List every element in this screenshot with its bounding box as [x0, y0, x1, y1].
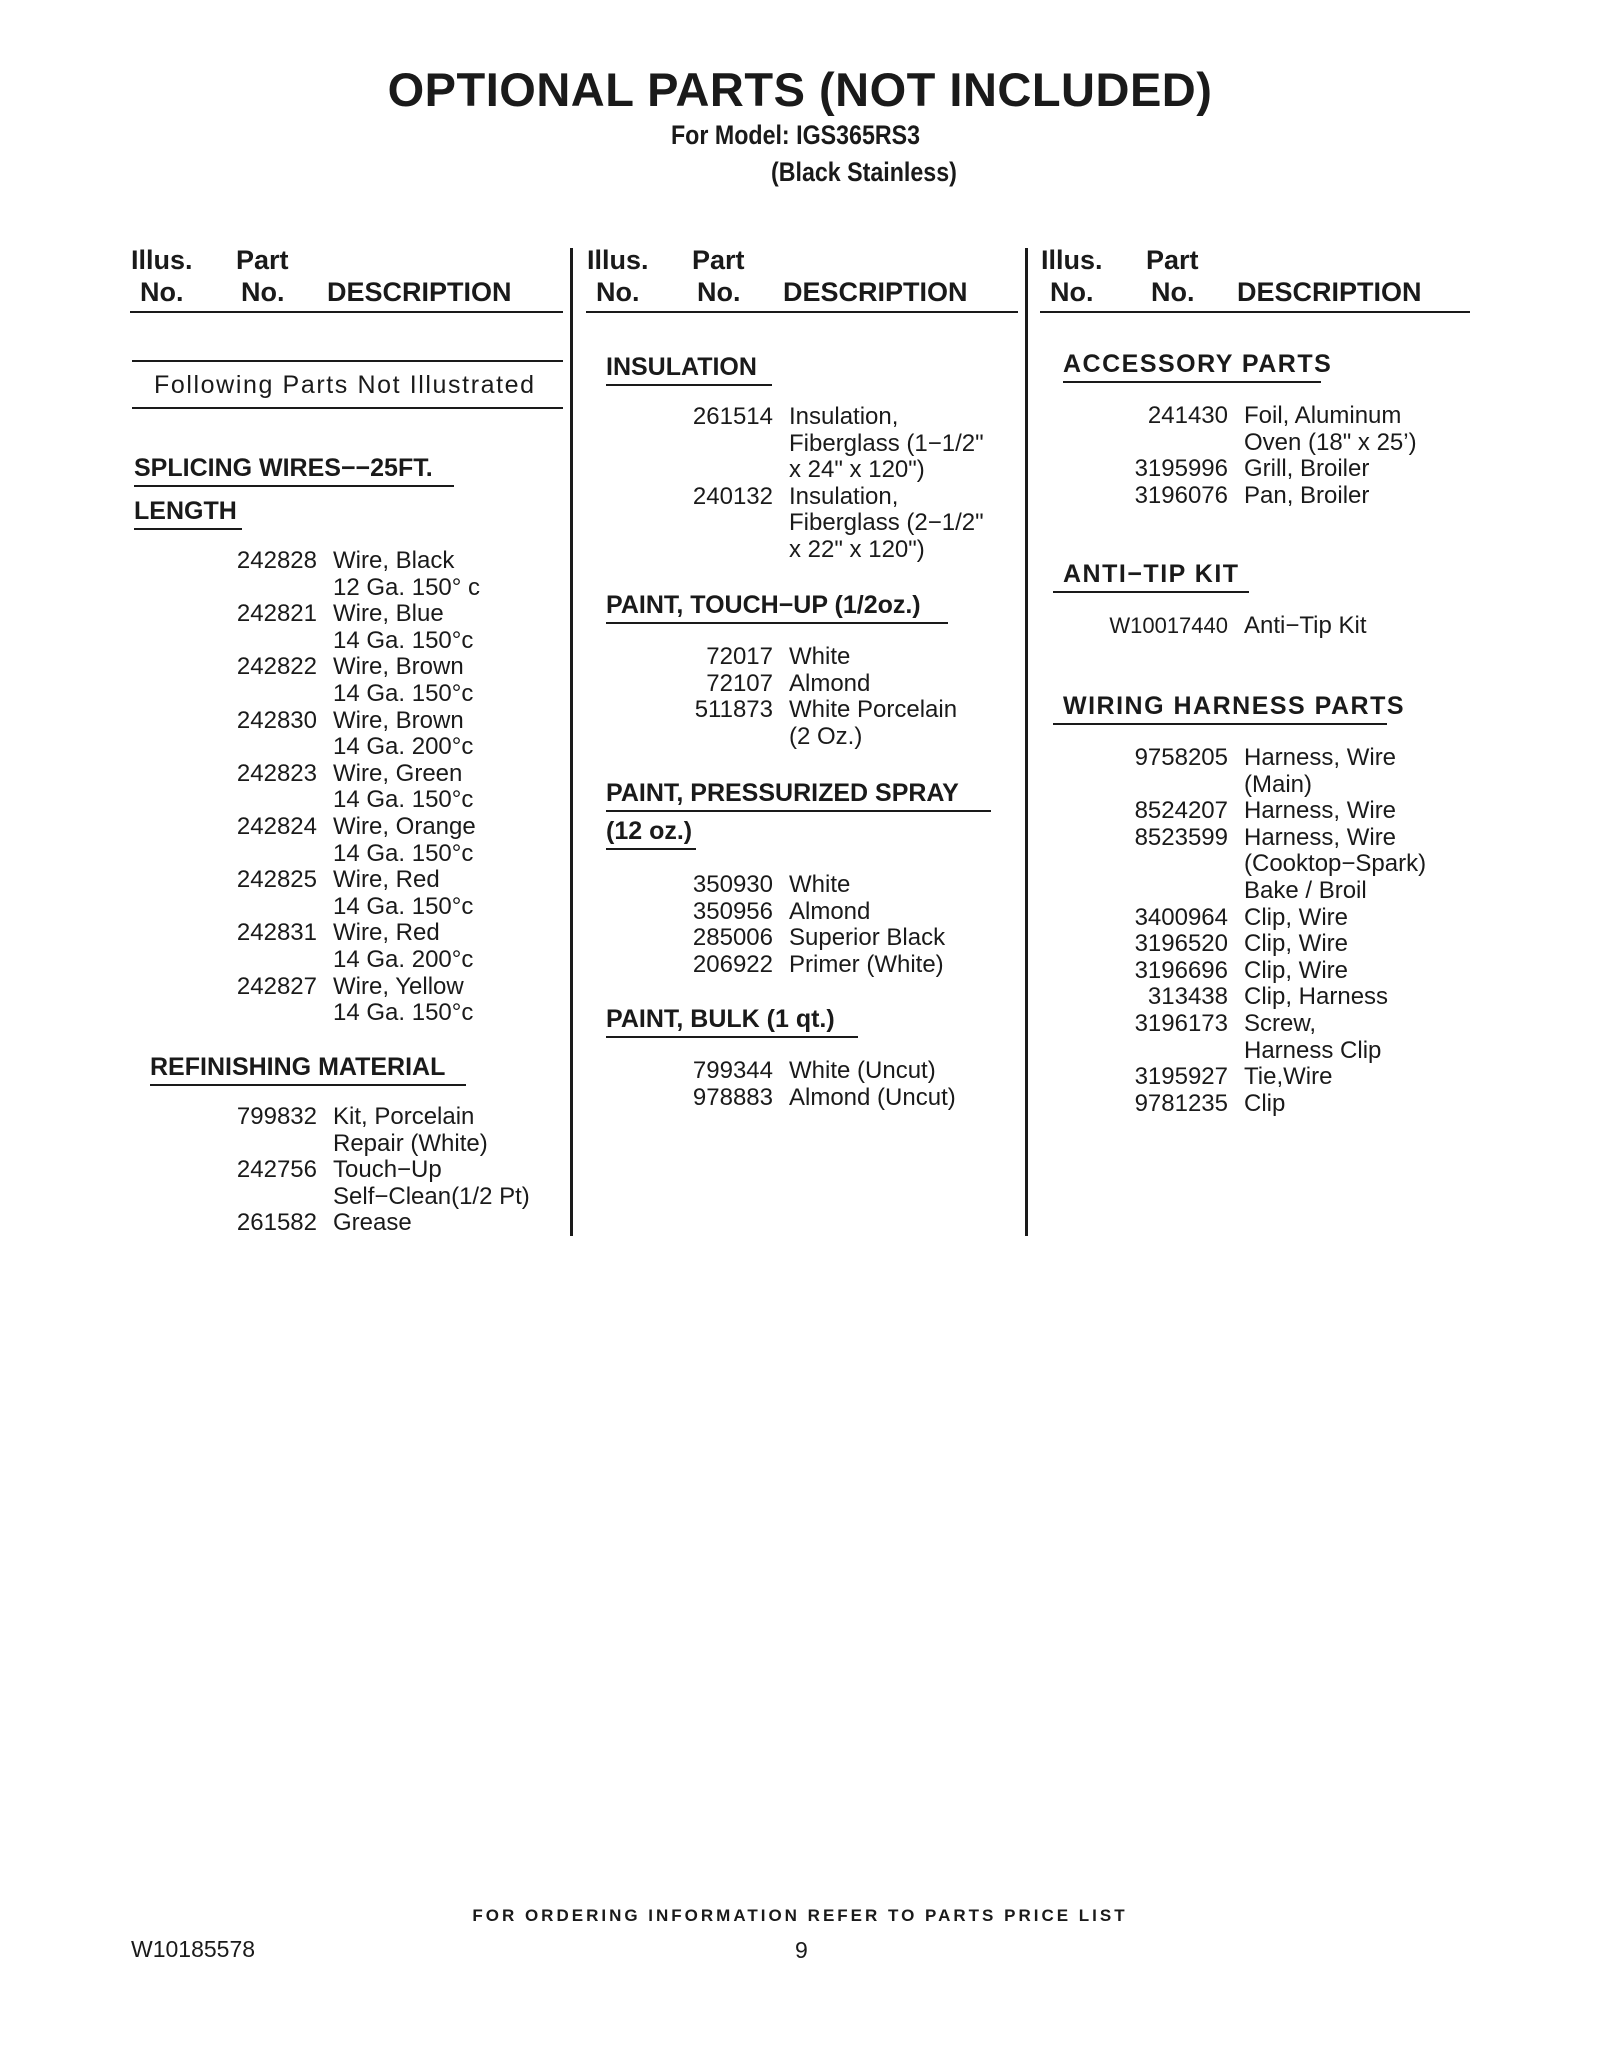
part-row — [209, 920, 480, 973]
illus-label: Illus. — [131, 245, 193, 275]
part-number: 240132 — [692, 482, 773, 510]
part-number: 242831 — [236, 919, 317, 947]
part-row — [665, 697, 957, 750]
part-label: Part — [236, 245, 289, 275]
section-title-spray: PAINT, PRESSURIZED SPRAY — [606, 779, 959, 807]
part-description: Wire, Yellow 14 Ga. 150°c — [333, 972, 474, 1027]
part-number: 3195996 — [1134, 455, 1228, 483]
part-row — [1102, 745, 1426, 798]
illus-no-label: No. — [140, 277, 184, 307]
part-description: White — [789, 643, 851, 670]
part-description: Almond — [789, 897, 871, 925]
illus-no-label: No. — [1050, 277, 1094, 307]
part-description: Screw, Harness Clip — [1244, 1009, 1382, 1064]
part-row — [209, 601, 480, 654]
part-number: 242821 — [236, 600, 317, 628]
part-description: Superior Black — [789, 924, 946, 952]
column-divider-2 — [1025, 248, 1028, 1236]
part-number: 350956 — [692, 897, 773, 925]
part-row — [209, 1157, 530, 1210]
note-rule-bottom — [132, 407, 563, 409]
part-description: Wire, Orange 14 Ga. 150°c — [333, 812, 476, 867]
page-number: 9 — [795, 1937, 808, 1963]
part-description: Foil, Aluminum Oven (18" x 25’) — [1244, 402, 1417, 456]
parts-list-splicing — [209, 548, 480, 1027]
section-underline — [134, 485, 454, 487]
part-row — [1102, 958, 1426, 985]
part-row — [665, 671, 957, 698]
part-description: Wire, Blue 14 Ga. 150°c — [333, 600, 474, 654]
part-description: Wire, Black 12 Ga. 150° c — [333, 547, 481, 601]
part-row — [1102, 905, 1426, 932]
part-description: Grill, Broiler — [1244, 455, 1370, 483]
part-description: Primer (White) — [789, 950, 944, 978]
model-color: (Black Stainless) — [771, 157, 957, 187]
header-rule-3 — [1040, 311, 1470, 313]
part-number: 799832 — [236, 1103, 317, 1130]
part-number: 313438 — [1147, 983, 1228, 1011]
part-number: 72017 — [706, 643, 773, 670]
part-number: 511873 — [694, 696, 773, 724]
part-description: Clip, Harness — [1244, 983, 1389, 1011]
description-label: DESCRIPTION — [1237, 277, 1422, 307]
part-number: 242825 — [236, 866, 317, 894]
part-number: 261582 — [236, 1209, 317, 1237]
section-title-insulation: INSULATION — [606, 353, 757, 381]
part-description: Clip, Wire — [1244, 903, 1349, 931]
parts-list-bulk — [665, 1058, 956, 1111]
part-row — [1102, 613, 1367, 640]
section-title-refinishing: REFINISHING MATERIAL — [150, 1053, 446, 1081]
part-no-label: No. — [1151, 277, 1195, 307]
parts-list-accessory — [1102, 403, 1417, 509]
part-row — [1102, 1091, 1426, 1118]
part-number: 978883 — [692, 1083, 773, 1111]
part-row — [209, 761, 480, 814]
section-underline — [1053, 591, 1249, 593]
section-title-bulk: PAINT, BULK (1 qt.) — [606, 1005, 835, 1033]
parts-list-spray — [665, 872, 945, 978]
part-row — [1102, 798, 1426, 825]
part-row — [665, 1058, 956, 1085]
section-underline — [606, 810, 991, 812]
part-number: 3400964 — [1134, 903, 1228, 931]
illus-no-label: No. — [596, 277, 640, 307]
part-description: Insulation, Fiberglass (1−1/2" x 24" x 120") — [789, 403, 984, 484]
section-underline — [606, 622, 948, 624]
part-description: Wire, Green 14 Ga. 150°c — [333, 759, 474, 814]
part-description: Almond (Uncut) — [789, 1083, 956, 1111]
parts-list-insulation — [665, 404, 984, 564]
part-description: Harness, Wire — [1244, 797, 1397, 825]
part-number: 285006 — [692, 924, 773, 952]
description-label: DESCRIPTION — [327, 277, 512, 307]
section-underline — [606, 1036, 858, 1038]
parts-list-antitip — [1102, 613, 1367, 640]
part-row — [665, 1085, 956, 1112]
part-label: Part — [1146, 245, 1199, 275]
section-underline — [606, 384, 772, 386]
part-row — [209, 974, 480, 1027]
part-row — [209, 548, 480, 601]
part-row — [1102, 984, 1426, 1011]
section-underline — [150, 1084, 466, 1086]
section-title-touchup: PAINT, TOUCH−UP (1/2oz.) — [606, 591, 921, 619]
part-row — [1102, 1064, 1426, 1091]
header-rule-2 — [586, 311, 1018, 313]
part-number: 242822 — [236, 653, 317, 681]
part-number: 206922 — [692, 950, 773, 978]
part-number: 72107 — [706, 669, 773, 697]
section-title-harness: WIRING HARNESS PARTS — [1063, 692, 1406, 720]
part-number: 3195927 — [1134, 1063, 1228, 1091]
part-number: 242756 — [236, 1156, 317, 1184]
part-row — [209, 1210, 530, 1237]
part-row — [665, 952, 945, 979]
parts-list-refinishing — [209, 1104, 530, 1237]
part-label: Part — [692, 245, 745, 275]
part-no-label: No. — [697, 277, 741, 307]
part-description: Wire, Brown 14 Ga. 150°c — [333, 653, 474, 707]
illus-label: Illus. — [587, 245, 649, 275]
part-row — [665, 925, 945, 952]
part-number: 350930 — [692, 871, 773, 898]
part-number: 242824 — [236, 812, 317, 840]
part-row — [665, 644, 957, 671]
part-number: 799344 — [692, 1057, 773, 1084]
part-description: Wire, Red 14 Ga. 150°c — [333, 866, 474, 920]
part-number: 8524207 — [1134, 797, 1228, 825]
part-description: Touch−Up Self−Clean(1/2 Pt) — [333, 1156, 530, 1210]
part-row — [209, 1104, 530, 1157]
note-rule-top — [132, 360, 563, 362]
part-number: 3196696 — [1134, 956, 1228, 984]
section-title-splicing-2: LENGTH — [134, 497, 237, 525]
part-number: 3196173 — [1134, 1009, 1228, 1037]
part-number: 242823 — [236, 759, 317, 787]
header-rule-1 — [130, 311, 563, 313]
model-line: For Model: IGS365RS3 — [671, 120, 921, 150]
section-underline — [134, 528, 242, 530]
column-divider-1 — [570, 248, 573, 1236]
section-underline — [1053, 723, 1387, 725]
part-description: Clip, Wire — [1244, 956, 1349, 984]
part-description: Grease — [333, 1209, 412, 1237]
part-row — [665, 404, 984, 484]
part-no-label: No. — [241, 277, 285, 307]
part-description: Harness, Wire (Main) — [1244, 744, 1397, 798]
page-title: OPTIONAL PARTS (NOT INCLUDED) — [387, 63, 1213, 116]
part-description: Insulation, Fiberglass (2−1/2" x 22" x 120") — [789, 482, 984, 563]
part-row — [1102, 483, 1417, 510]
part-description: White — [789, 871, 851, 898]
part-number: 242827 — [236, 972, 317, 1000]
parts-list-touchup — [665, 644, 957, 750]
section-title-splicing: SPLICING WIRES−−25FT. — [134, 454, 433, 482]
section-title-accessory: ACCESSORY PARTS — [1063, 350, 1333, 378]
part-description: White Porcelain (2 Oz.) — [789, 696, 958, 750]
part-number: 9758205 — [1134, 744, 1228, 771]
part-description: Clip — [1244, 1089, 1286, 1117]
part-row — [665, 484, 984, 564]
part-number: 242830 — [236, 706, 317, 734]
part-description: Wire, Brown 14 Ga. 200°c — [333, 706, 474, 761]
section-underline — [1063, 381, 1321, 383]
part-number: 8523599 — [1134, 823, 1228, 851]
part-description: Clip, Wire — [1244, 930, 1349, 958]
part-row — [1102, 931, 1426, 958]
part-row — [1102, 403, 1417, 456]
description-label: DESCRIPTION — [783, 277, 968, 307]
part-row — [1102, 1011, 1426, 1064]
part-description: Wire, Red 14 Ga. 200°c — [333, 919, 474, 973]
part-description: Harness, Wire (Cooktop−Spark) Bake / Broil — [1244, 823, 1427, 904]
part-row — [209, 867, 480, 920]
part-row — [665, 872, 945, 899]
section-underline — [606, 848, 696, 850]
section-title-spray-2: (12 oz.) — [606, 817, 693, 845]
part-number: 261514 — [692, 403, 773, 430]
part-row — [1102, 825, 1426, 905]
part-row — [209, 654, 480, 707]
part-description: Kit, Porcelain Repair (White) — [333, 1103, 488, 1157]
part-number: 3196076 — [1134, 481, 1228, 509]
part-row — [209, 708, 480, 761]
part-description: Almond — [789, 669, 871, 697]
part-description: Pan, Broiler — [1244, 481, 1370, 509]
section-title-antitip: ANTI−TIP KIT — [1063, 560, 1240, 588]
part-row — [1102, 456, 1417, 483]
part-row — [665, 899, 945, 926]
part-number: 242828 — [236, 547, 317, 574]
document-number: W10185578 — [131, 1936, 256, 1962]
parts-list-harness — [1102, 745, 1426, 1117]
part-description: White (Uncut) — [789, 1057, 936, 1084]
part-number: 9781235 — [1134, 1089, 1228, 1117]
part-number: 241430 — [1147, 402, 1228, 429]
part-description: Anti−Tip Kit — [1244, 612, 1367, 639]
part-description: Tie,Wire — [1244, 1063, 1333, 1091]
not-illustrated-note: Following Parts Not Illustrated — [154, 371, 536, 399]
part-row — [209, 814, 480, 867]
illus-label: Illus. — [1041, 245, 1103, 275]
part-number: W10017440 — [1109, 613, 1228, 638]
ordering-info: FOR ORDERING INFORMATION REFER TO PARTS PRICE LIST — [472, 1906, 1128, 1925]
part-number: 3196520 — [1134, 930, 1228, 958]
